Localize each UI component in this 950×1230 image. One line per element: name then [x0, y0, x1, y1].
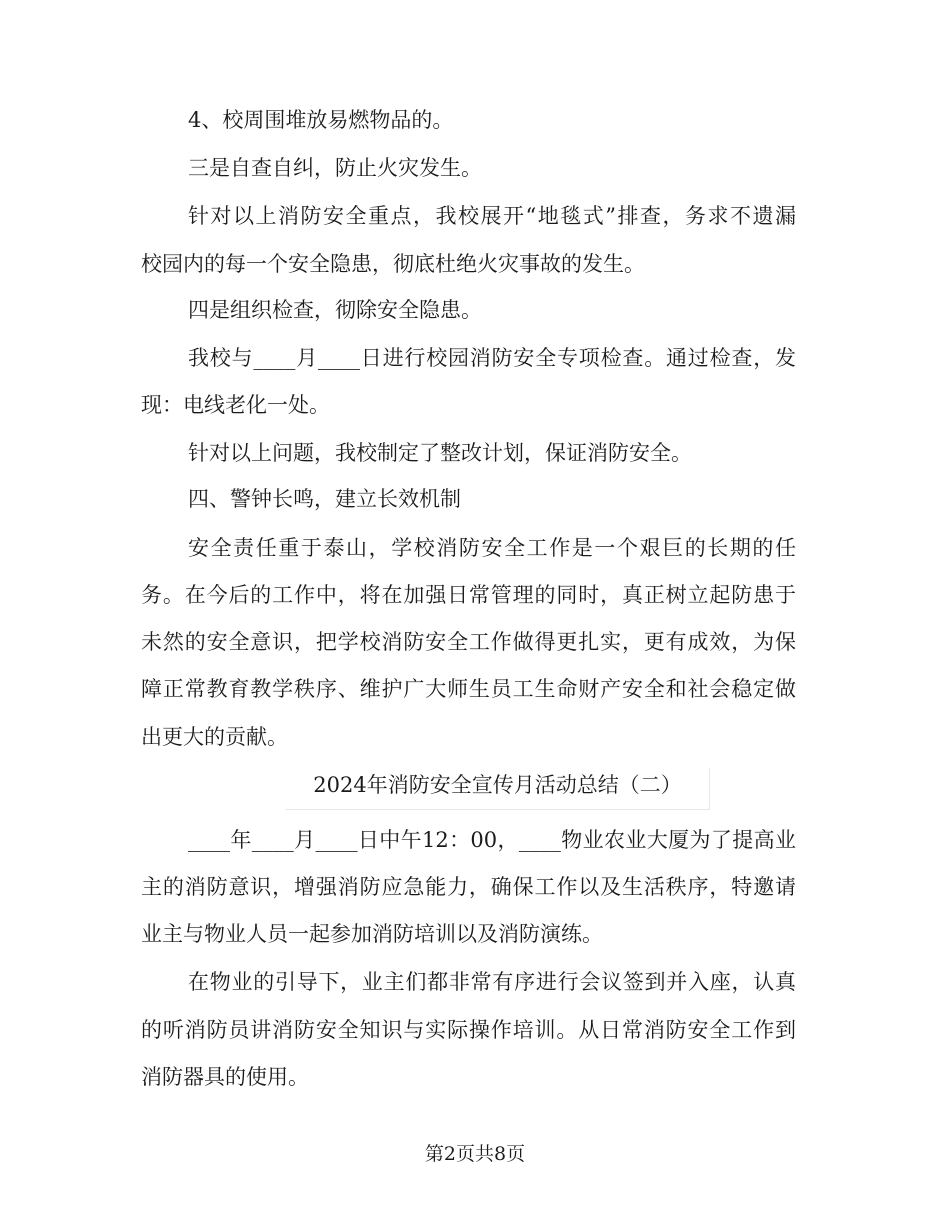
paragraph-line: 在物业的引导下，业主们都非常有序进行会议签到并入座，认真 — [188, 970, 796, 994]
paragraph-line: 三是自查自纠，防止火灾发生。 — [188, 156, 482, 180]
paragraph-line: 校园内的每一个安全隐患，彻底杜绝火灾事故的发生。 — [141, 252, 645, 276]
paragraph-line: 的听消防员讲消防安全知识与实际操作培训。从日常消防安全工作到 — [141, 1018, 796, 1042]
paragraph-line: 针对以上问题，我校制定了整改计划，保证消防安全。 — [188, 441, 692, 465]
paragraph-line: 安全责任重于泰山，学校消防安全工作是一个艰巨的长期的任 — [188, 536, 796, 560]
paragraph-line: 我校与____月____日进行校园消防安全专项检查。通过检查，发 — [188, 346, 796, 370]
paragraph-line: 4、校周围堆放易燃物品的。 — [188, 108, 454, 132]
paragraph-line: 业主与物业人员一起参加消防培训以及消防演练。 — [141, 922, 603, 946]
paragraph-line: 主的消防意识，增强消防应急能力，确保工作以及生活秩序，特邀请 — [141, 875, 796, 899]
paragraph-line: 四、警钟长鸣，建立长效机制 — [188, 487, 461, 511]
paragraph-line: ____年____月____日中午12：00，____物业农业大厦为了提高业 — [188, 828, 796, 852]
paragraph-line: 未然的安全意识，把学校消防安全工作做得更扎实，更有成效，为保 — [141, 630, 796, 654]
page-footer: 第2页共8页 — [424, 1143, 526, 1165]
paragraph-line: 现：电线老化一处。 — [141, 393, 330, 417]
paragraph-line: 针对以上消防安全重点，我校展开“地毯式”排查，务求不遗漏 — [188, 204, 796, 228]
paragraph-line: 务。在今后的工作中，将在加强日常管理的同时，真正树立起防患于 — [141, 583, 796, 607]
paragraph-line: 四是组织检查，彻除安全隐患。 — [188, 298, 482, 322]
section-title: 2024年消防安全宣传月活动总结（二） — [286, 768, 710, 810]
paragraph-line: 出更大的贡献。 — [141, 725, 288, 749]
paragraph-line: 消防器具的使用。 — [141, 1065, 309, 1089]
paragraph-line: 障正常教育教学秩序、维护广大师生员工生命财产安全和社会稳定做 — [141, 677, 796, 701]
